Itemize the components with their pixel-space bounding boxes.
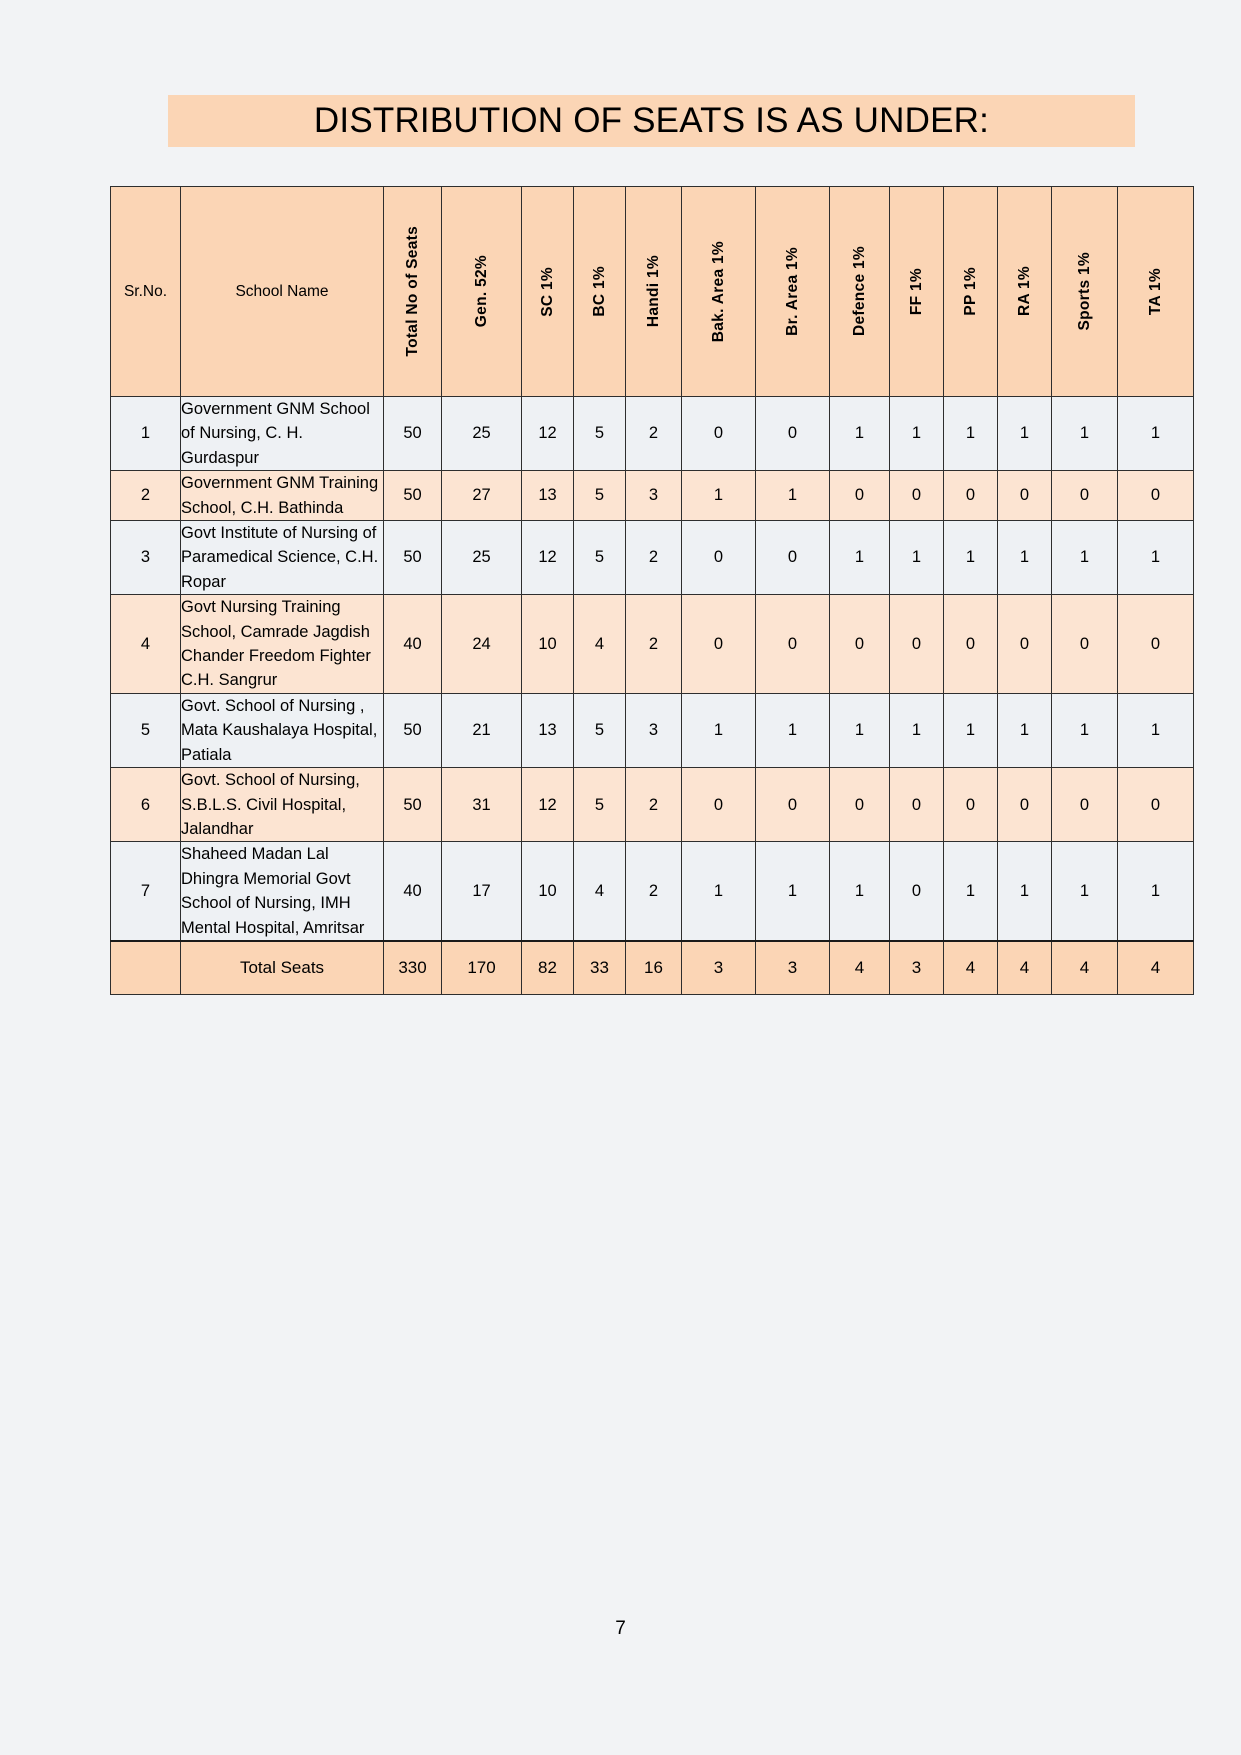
cell-handi: 2: [626, 397, 682, 471]
cell-ta: 1: [1118, 397, 1194, 471]
cell-bc: 4: [574, 842, 626, 941]
cell-bak-area: 1: [682, 471, 756, 521]
cell-sc: 13: [522, 471, 574, 521]
cell-school-name: Government GNM Training School, C.H. Bathinda: [181, 471, 384, 521]
cell-sports: 0: [1052, 595, 1118, 694]
cell-ra: 1: [998, 521, 1052, 595]
cell-ff: 1: [890, 521, 944, 595]
cell-total: 50: [384, 397, 442, 471]
table-row: [111, 397, 1194, 471]
cell-gen: 27: [442, 471, 522, 521]
cell-total: 40: [384, 595, 442, 694]
cell-total-sr-no: [111, 941, 181, 995]
cell-defence: 1: [830, 397, 890, 471]
cell-handi: 2: [626, 842, 682, 941]
table-row: [111, 842, 1194, 941]
cell-total-handi: 16: [626, 941, 682, 995]
cell-pp: 0: [944, 595, 998, 694]
cell-sports: 1: [1052, 842, 1118, 941]
cell-sr-no: 5: [111, 693, 181, 767]
cell-gen: 21: [442, 693, 522, 767]
cell-total: 50: [384, 521, 442, 595]
cell-total-ta: 4: [1118, 941, 1194, 995]
column-header-bak-area: [682, 187, 756, 397]
cell-ra: 1: [998, 397, 1052, 471]
cell-bc: 4: [574, 595, 626, 694]
table-body: [111, 397, 1194, 995]
page-number: 7: [615, 1618, 626, 1639]
cell-total-seats: 330: [384, 941, 442, 995]
cell-total: 50: [384, 693, 442, 767]
cell-gen: 31: [442, 768, 522, 842]
table-row: [111, 521, 1194, 595]
table-row: [111, 595, 1194, 694]
cell-total-defence: 4: [830, 941, 890, 995]
cell-ff: 0: [890, 842, 944, 941]
column-header-br-area: [756, 187, 830, 397]
cell-school-name: Govt Institute of Nursing of Paramedical Science, C.H. Ropar: [181, 521, 384, 595]
cell-handi: 2: [626, 768, 682, 842]
cell-gen: 25: [442, 397, 522, 471]
cell-ta: 0: [1118, 595, 1194, 694]
cell-ra: 1: [998, 842, 1052, 941]
cell-defence: 1: [830, 521, 890, 595]
cell-bak-area: 0: [682, 768, 756, 842]
seat-distribution-table: [110, 186, 1194, 995]
cell-pp: 0: [944, 768, 998, 842]
cell-pp: 1: [944, 397, 998, 471]
column-header-defence: [830, 187, 890, 397]
cell-sc: 12: [522, 397, 574, 471]
cell-ta: 1: [1118, 842, 1194, 941]
cell-br-area: 1: [756, 842, 830, 941]
cell-total-sports: 4: [1052, 941, 1118, 995]
cell-handi: 2: [626, 521, 682, 595]
cell-total-bc: 33: [574, 941, 626, 995]
cell-ff: 0: [890, 595, 944, 694]
cell-ra: 1: [998, 693, 1052, 767]
cell-total-ra: 4: [998, 941, 1052, 995]
cell-bak-area: 0: [682, 397, 756, 471]
cell-sr-no: 7: [111, 842, 181, 941]
cell-bc: 5: [574, 693, 626, 767]
cell-total-gen: 170: [442, 941, 522, 995]
cell-bc: 5: [574, 471, 626, 521]
cell-pp: 1: [944, 842, 998, 941]
cell-sports: 0: [1052, 471, 1118, 521]
cell-pp: 0: [944, 471, 998, 521]
cell-gen: 25: [442, 521, 522, 595]
cell-total-sc: 82: [522, 941, 574, 995]
column-header-ra: [998, 187, 1052, 397]
cell-ta: 0: [1118, 768, 1194, 842]
cell-pp: 1: [944, 693, 998, 767]
cell-handi: 3: [626, 693, 682, 767]
cell-bc: 5: [574, 521, 626, 595]
seat-distribution-table-container: [110, 186, 1183, 995]
table-row: [111, 768, 1194, 842]
cell-bak-area: 1: [682, 693, 756, 767]
cell-bak-area: 0: [682, 595, 756, 694]
cell-sports: 0: [1052, 768, 1118, 842]
cell-defence: 0: [830, 471, 890, 521]
cell-school-name: Govt. School of Nursing , Mata Kaushalaya Hospital, Patiala: [181, 693, 384, 767]
cell-school-name: Govt. School of Nursing, S.B.L.S. Civil Hospital, Jalandhar: [181, 768, 384, 842]
cell-handi: 3: [626, 471, 682, 521]
cell-sr-no: 4: [111, 595, 181, 694]
cell-defence: 0: [830, 595, 890, 694]
column-header-school-name: School Name: [181, 187, 384, 397]
table-header: [111, 187, 1194, 397]
column-header-sr-no: Sr.No.: [111, 187, 181, 397]
cell-sc: 12: [522, 521, 574, 595]
cell-bak-area: 1: [682, 842, 756, 941]
column-header-handi-label: Handi 1%: [644, 255, 662, 328]
column-header-sports: [1052, 187, 1118, 397]
table-total-row: [111, 941, 1194, 995]
column-header-ta-label: TA 1%: [1146, 267, 1164, 316]
cell-school-name: Govt Nursing Training School, Camrade Jagdish Chander Freedom Fighter C.H. Sangrur: [181, 595, 384, 694]
column-header-bc-label: BC 1%: [590, 266, 608, 317]
column-header-bak-area-label: Bak. Area 1%: [709, 240, 727, 343]
cell-defence: 1: [830, 693, 890, 767]
column-header-br-area-label: Br. Area 1%: [783, 247, 801, 336]
cell-pp: 1: [944, 521, 998, 595]
cell-br-area: 1: [756, 471, 830, 521]
cell-school-name: Government GNM School of Nursing, C. H. Gurdaspur: [181, 397, 384, 471]
column-header-gen: [442, 187, 522, 397]
table-row: [111, 471, 1194, 521]
column-header-handi: [626, 187, 682, 397]
column-header-sc-label: SC 1%: [538, 266, 556, 317]
cell-br-area: 0: [756, 521, 830, 595]
cell-total-pp: 4: [944, 941, 998, 995]
column-header-ff: [890, 187, 944, 397]
cell-ff: 1: [890, 397, 944, 471]
cell-bak-area: 0: [682, 521, 756, 595]
cell-total: 40: [384, 842, 442, 941]
page-title: DISTRIBUTION OF SEATS IS AS UNDER:: [313, 101, 990, 140]
cell-sr-no: 6: [111, 768, 181, 842]
cell-sc: 12: [522, 768, 574, 842]
column-header-bc: [574, 187, 626, 397]
cell-sc: 10: [522, 595, 574, 694]
cell-ta: 1: [1118, 521, 1194, 595]
column-header-ta: [1118, 187, 1194, 397]
table-row: [111, 693, 1194, 767]
cell-bc: 5: [574, 397, 626, 471]
cell-ff: 0: [890, 768, 944, 842]
column-header-pp: [944, 187, 998, 397]
cell-total: 50: [384, 768, 442, 842]
column-header-sports-label: Sports 1%: [1075, 252, 1093, 331]
cell-ra: 0: [998, 595, 1052, 694]
cell-ra: 0: [998, 768, 1052, 842]
cell-br-area: 0: [756, 397, 830, 471]
cell-school-name: Shaheed Madan Lal Dhingra Memorial Govt School of Nursing, IMH Mental Hospital, Amritsar: [181, 842, 384, 941]
cell-sr-no: 3: [111, 521, 181, 595]
cell-sports: 1: [1052, 397, 1118, 471]
cell-handi: 2: [626, 595, 682, 694]
cell-total-ff: 3: [890, 941, 944, 995]
column-header-total-seats: [384, 187, 442, 397]
cell-sc: 10: [522, 842, 574, 941]
cell-total-label: Total Seats: [181, 941, 384, 995]
column-header-pp-label: PP 1%: [961, 267, 979, 316]
cell-total-br-area: 3: [756, 941, 830, 995]
cell-br-area: 1: [756, 693, 830, 767]
column-header-ra-label: RA 1%: [1015, 266, 1033, 317]
cell-sports: 1: [1052, 521, 1118, 595]
cell-sc: 13: [522, 693, 574, 767]
cell-total-bak-area: 3: [682, 941, 756, 995]
cell-bc: 5: [574, 768, 626, 842]
column-header-gen-label: Gen. 52%: [472, 255, 490, 328]
cell-gen: 24: [442, 595, 522, 694]
cell-br-area: 0: [756, 595, 830, 694]
page-title-banner: [168, 95, 1135, 147]
column-header-total-seats-label: Total No of Seats: [403, 226, 421, 357]
cell-defence: 1: [830, 842, 890, 941]
cell-total: 50: [384, 471, 442, 521]
cell-gen: 17: [442, 842, 522, 941]
cell-ff: 1: [890, 693, 944, 767]
column-header-defence-label: Defence 1%: [850, 246, 868, 337]
cell-ra: 0: [998, 471, 1052, 521]
cell-sports: 1: [1052, 693, 1118, 767]
column-header-sc: [522, 187, 574, 397]
cell-defence: 0: [830, 768, 890, 842]
cell-ta: 1: [1118, 693, 1194, 767]
cell-ta: 0: [1118, 471, 1194, 521]
cell-br-area: 0: [756, 768, 830, 842]
table-header-row: [111, 187, 1194, 397]
cell-sr-no: 2: [111, 471, 181, 521]
column-header-ff-label: FF 1%: [907, 267, 925, 316]
cell-sr-no: 1: [111, 397, 181, 471]
cell-ff: 0: [890, 471, 944, 521]
